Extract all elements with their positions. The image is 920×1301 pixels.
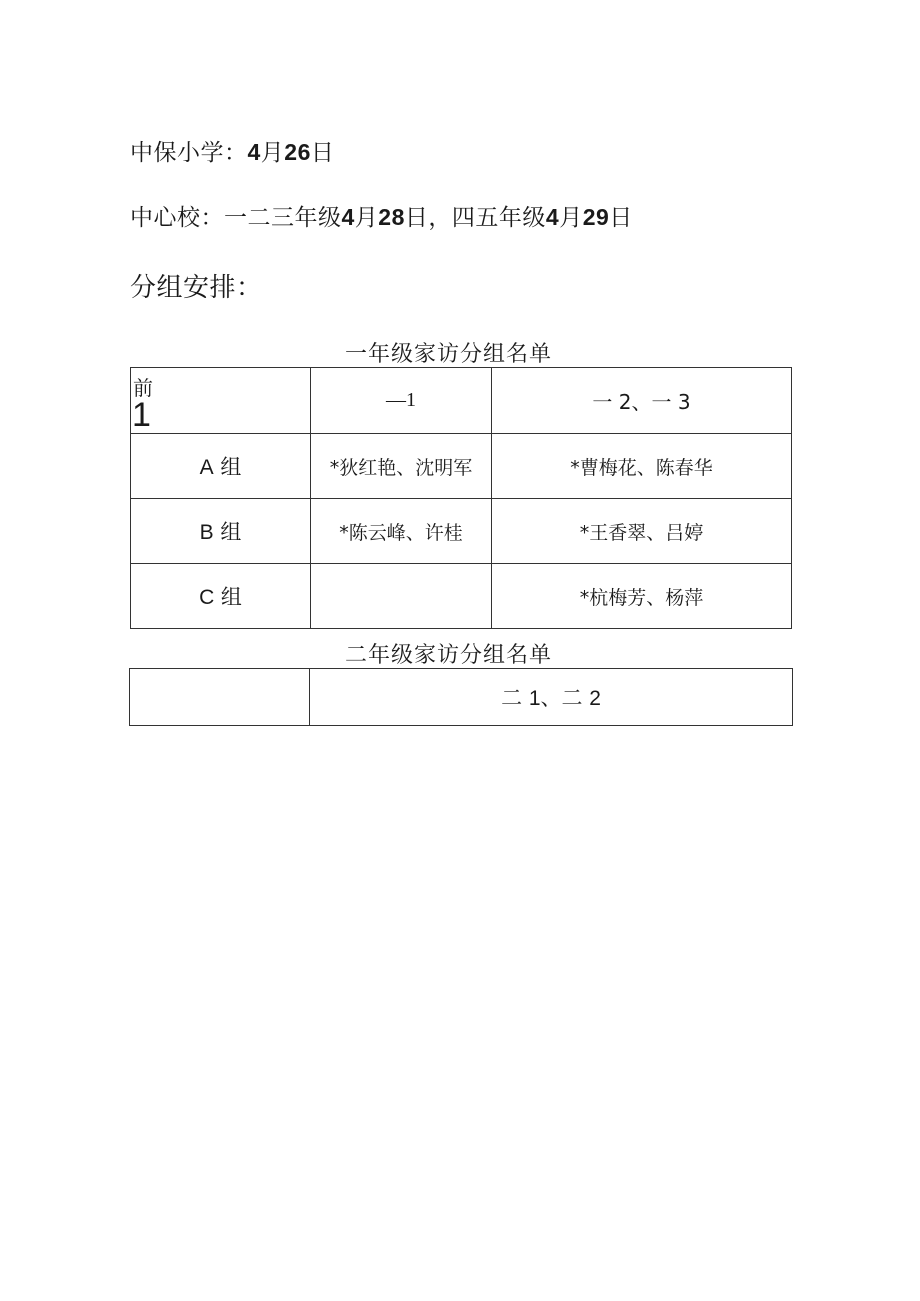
- day-unit: 日，: [404, 205, 452, 231]
- group-label-cell: [131, 499, 311, 564]
- teacher-names-cell: *陈云峰、许桂: [311, 499, 492, 564]
- table-header-row: [130, 669, 793, 726]
- corner-top-text: 前: [133, 376, 153, 400]
- grade2-table-caption: 二年级家访分组名单: [345, 643, 553, 668]
- day-unit: 日: [310, 140, 335, 166]
- zhongbao-schedule-line: [130, 134, 334, 167]
- group-letter: A: [199, 456, 214, 479]
- month-number: 4: [247, 139, 261, 165]
- day-number: 28: [378, 204, 405, 230]
- column-header-class-1-2: [310, 669, 793, 726]
- month-unit: 月: [260, 140, 285, 166]
- school-name: 中心校：: [130, 205, 224, 231]
- grade1-group-table: [130, 367, 792, 629]
- table-row: [131, 564, 792, 629]
- month-unit: 月: [559, 205, 583, 231]
- zhongxin-schedule-line: [130, 199, 633, 232]
- table-row: [131, 434, 792, 499]
- group-label-cell: [131, 434, 311, 499]
- corner-cell: [131, 368, 311, 434]
- day-number: 26: [284, 139, 311, 165]
- table-header-row: [131, 368, 792, 434]
- column-header-class-1: —1: [311, 368, 492, 434]
- table-row: [131, 499, 792, 564]
- school-name: 中保小学：: [130, 140, 248, 166]
- grades-label: 一二三年级: [224, 205, 342, 231]
- teacher-names-cell: *曹梅花、陈春华: [492, 434, 792, 499]
- grade2-group-table: [129, 668, 793, 726]
- group-suffix: 组: [220, 585, 242, 609]
- teacher-names-cell: *狄红艳、沈明军: [311, 434, 492, 499]
- month-number: 4: [341, 204, 355, 230]
- class-number: 2: [589, 687, 601, 710]
- grades-label: 四五年级: [451, 205, 546, 231]
- group-letter: B: [199, 521, 214, 544]
- teacher-names-cell: [311, 564, 492, 629]
- teacher-names-cell: *杭梅芳、杨萍: [492, 564, 792, 629]
- class-number: 1: [528, 687, 541, 710]
- group-label-cell: [131, 564, 311, 629]
- day-number: 29: [582, 204, 610, 230]
- teacher-names-cell: *王香翠、吕婷: [492, 499, 792, 564]
- arrangement-heading: 分组安排：: [130, 273, 263, 303]
- group-letter: C: [199, 586, 215, 609]
- class-grade-char: 二: [501, 686, 523, 710]
- month-unit: 月: [354, 205, 379, 231]
- day-unit: 日: [609, 205, 633, 231]
- grade1-table-caption: 一年级家访分组名单: [345, 342, 553, 367]
- group-suffix: 组: [220, 520, 242, 544]
- class-separator: 、二: [540, 686, 583, 710]
- column-header-class-2-3: 一 2、一 3: [492, 368, 792, 434]
- month-number: 4: [545, 204, 560, 230]
- corner-bottom-text: 1: [132, 396, 151, 434]
- corner-cell: [130, 669, 310, 726]
- group-suffix: 组: [220, 455, 242, 479]
